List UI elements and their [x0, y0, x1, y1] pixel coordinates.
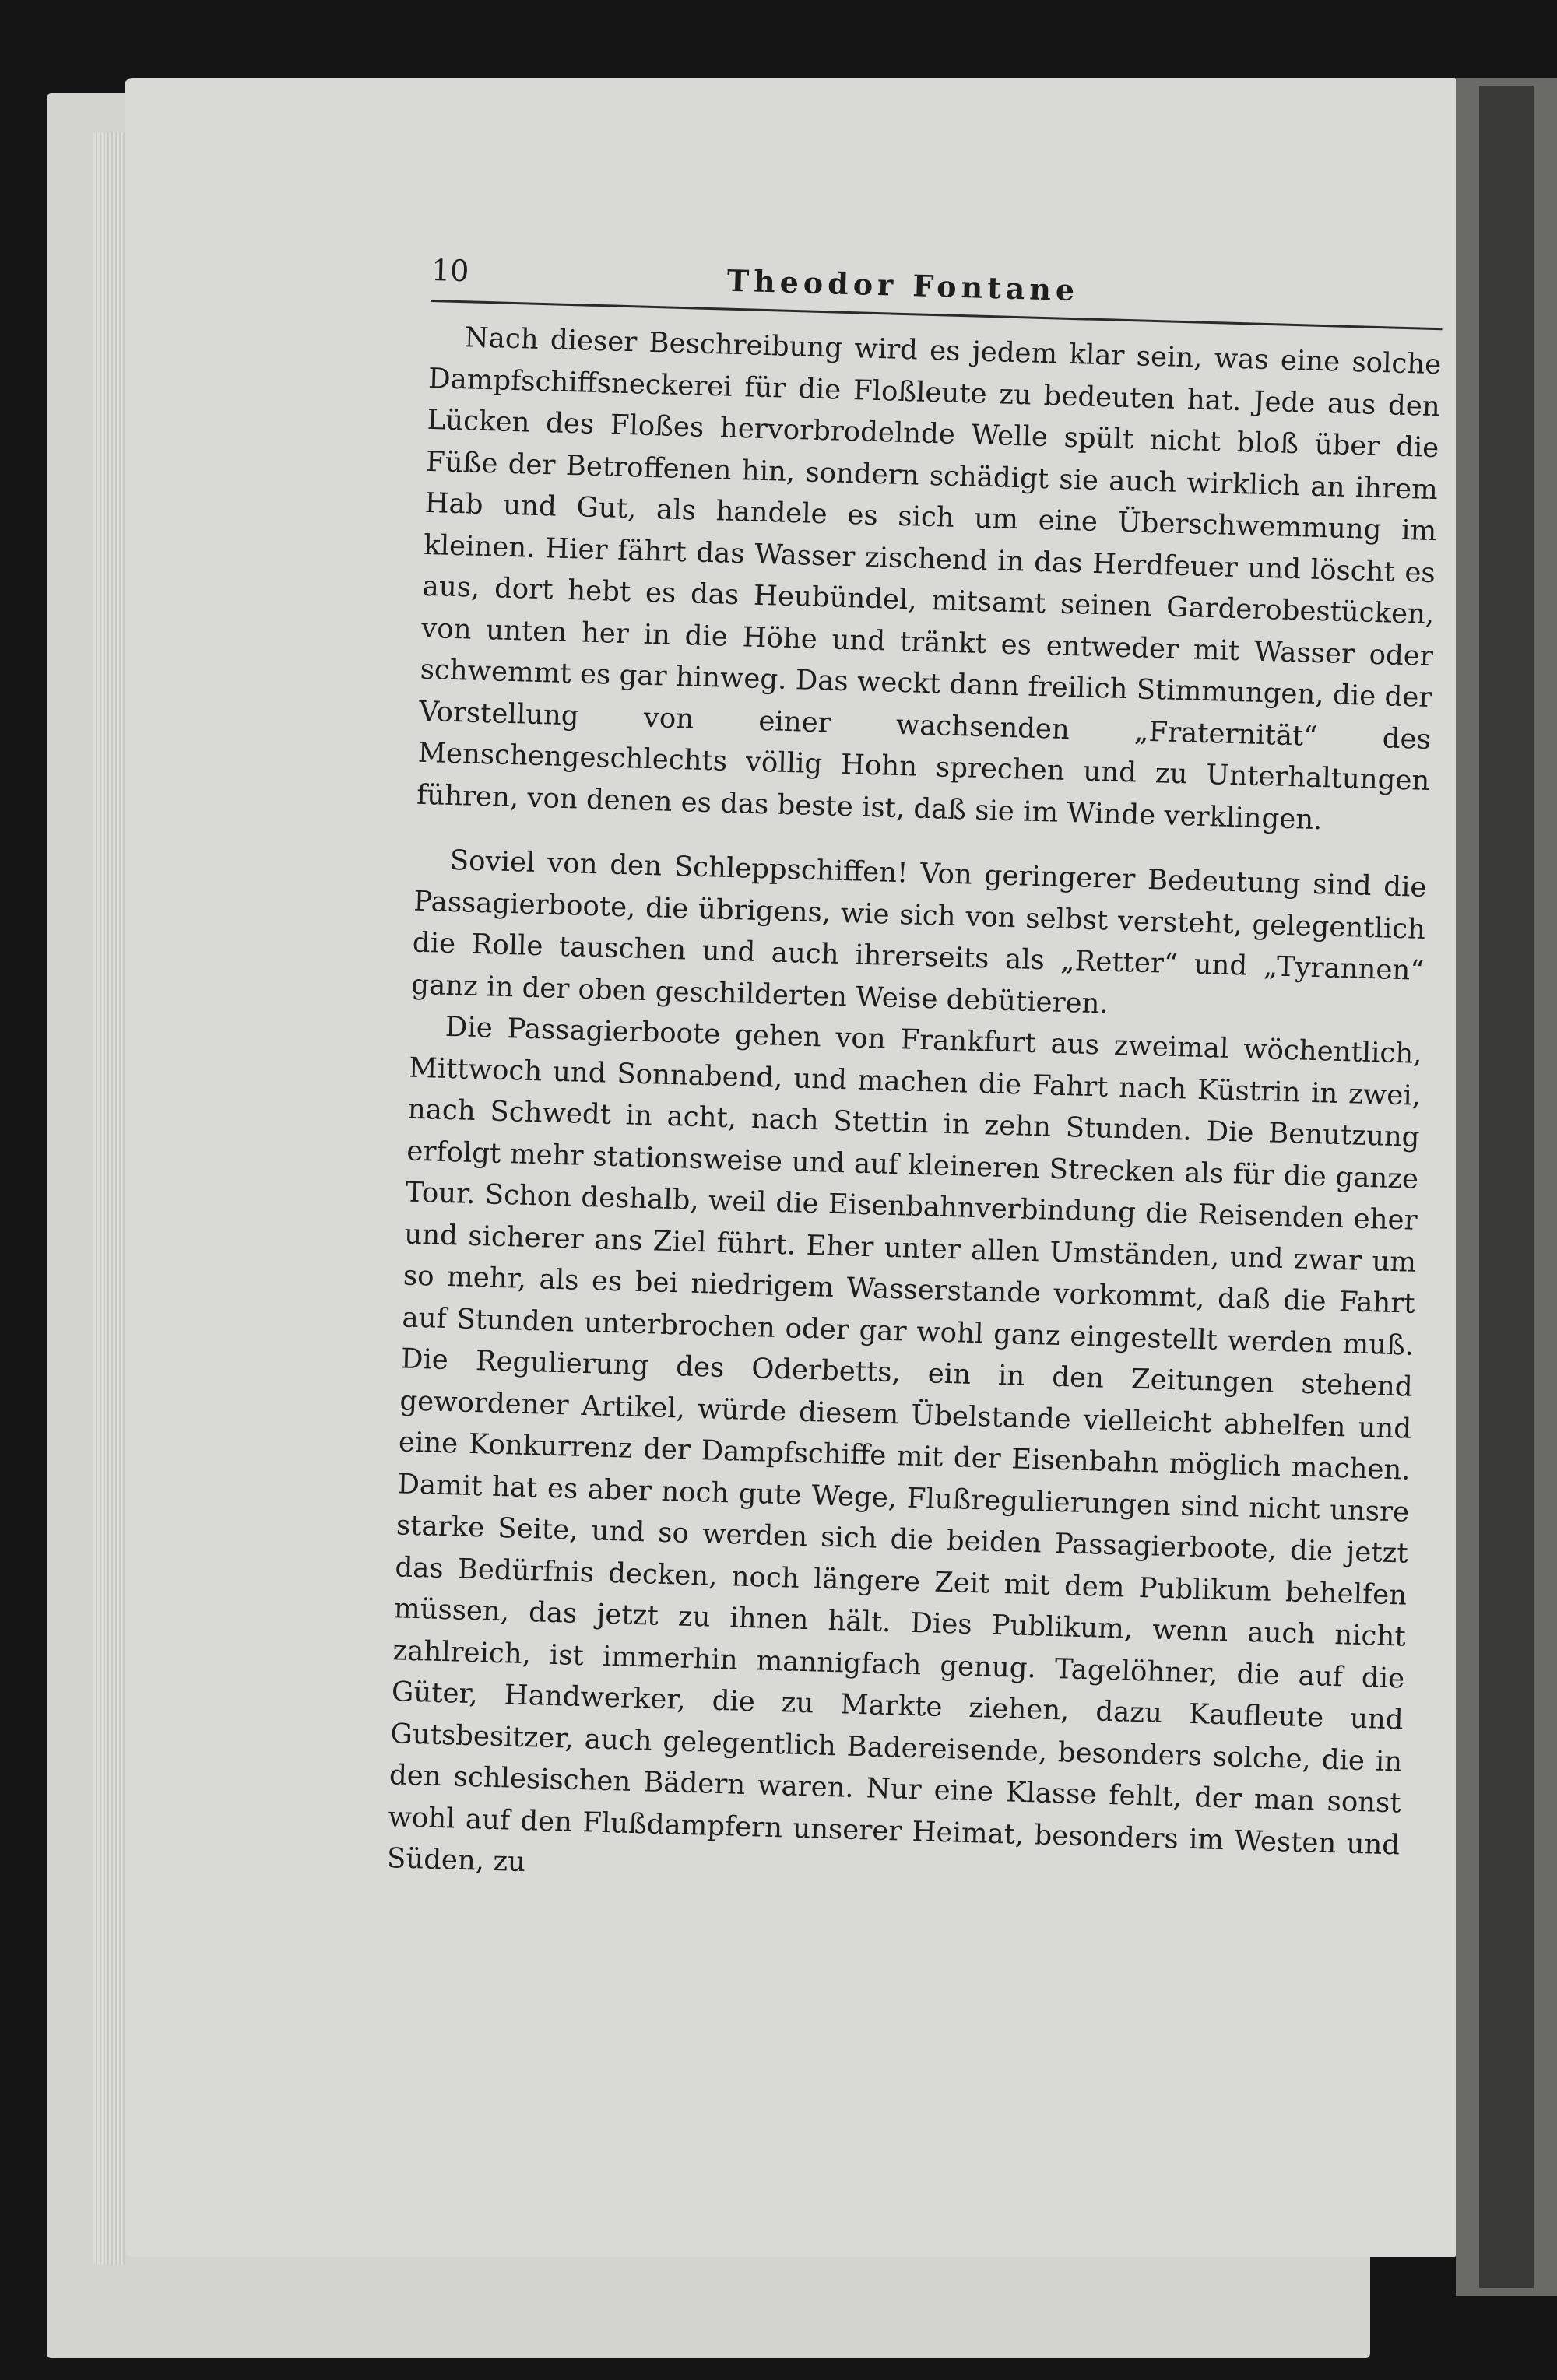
page-header [431, 245, 1444, 330]
paragraph: Soviel von den Schleppschiffen! Von geringerer Bedeutung sind die Passagierboote, die übrigens, wie sich von selbst versteht, gelegentlich die Rolle tauschen und auch ihrerseits als „Retter“ und „Tyrannen“ ganz in der oben geschilderten Weise debütieren. [410, 844, 1428, 1020]
page-stack [93, 132, 125, 2265]
page-content [386, 245, 1443, 1908]
page-number: 10 [431, 252, 470, 289]
book-page [125, 78, 1456, 2257]
body-text [386, 316, 1442, 1908]
right-page-shadow [1479, 86, 1534, 2288]
running-head: Theodor Fontane [726, 262, 1080, 308]
paragraph: Die Passagierboote gehen von Frankfurt aus zweimal wöchentlich, Mittwoch und Sonnabend, und machen die Fahrt nach Küstrin in zwei, nach Schwedt in acht, nach Stettin in zehn Stunden. Die Benutzung erfolgt mehr stationsweise und auf kleineren Strecken als für die ganze Tour. Schon deshalb, weil die Eisenbahnverbindung die Reisenden eher und sicherer ans Ziel führt. Eher unter allen Umständen, und zwar um so mehr, als es bei niedrigem Wasserstande vorkommt, daß die Fahrt auf Stunden unterbrochen oder gar wohl ganz eingestellt werden muß. Die Regulierung des Oderbetts, ein in den Zeitungen stehend gewordener Artikel, würde diesem Übelstande vielleicht abhelfen und eine Konkurrenz der Dampfschiffe mit der Eisenbahn möglich machen. Damit hat es aber noch gute Wege, Flußregulierungen sind nicht unsre starke Seite, und so werden sich die beiden Passagierboote, die jetzt das Bedürfnis decken, noch längere Zeit mit dem Publikum behelfen müssen, das jetzt zu ihnen hält. Dies Publikum, wenn auch nicht zahlreich, ist immerhin mannigfach genug. Tagelöhner, die auf die Güter, Handwerker, die zu Markte ziehen, dazu Kaufleute und Gutsbesitzer, auch gelegentlich Badereisende, besonders solche, die in den schlesischen Bädern waren. Nur eine Klasse fehlt, der man sonst wohl auf den Flußdampfern unserer Heimat, besonders im Westen und Süden, zu [386, 1010, 1423, 1879]
paragraph: Nach dieser Beschreibung wird es jedem klar sein, was eine solche Dampfschiffsneckerei für die Floßleute zu bedeuten hat. Jede aus den Lücken des Floßes hervorbrodelnde Welle spült nicht bloß über die Füße der Betroffenen hin, sondern schädigt sie auch wirklich an ihrem Hab und Gut, als handele es sich um eine Überschwemmung im kleinen. Hier fährt das Wasser zischend in das Herdfeuer und löscht es aus, dort hebt es das Heubündel, mitsamt seinen Garderobestücken, von unten her in die Höhe und tränkt es entweder mit Wasser oder schwemmt es gar hinweg. Das weckt dann freilich Stimmungen, die der Vorstellung von einer wachsenden „Fraternität“ des Menschengeschlechts völlig Hohn sprechen und zu Unterhaltungen führen, von denen es das beste ist, daß sie im Winde verklingen. [416, 321, 1442, 836]
